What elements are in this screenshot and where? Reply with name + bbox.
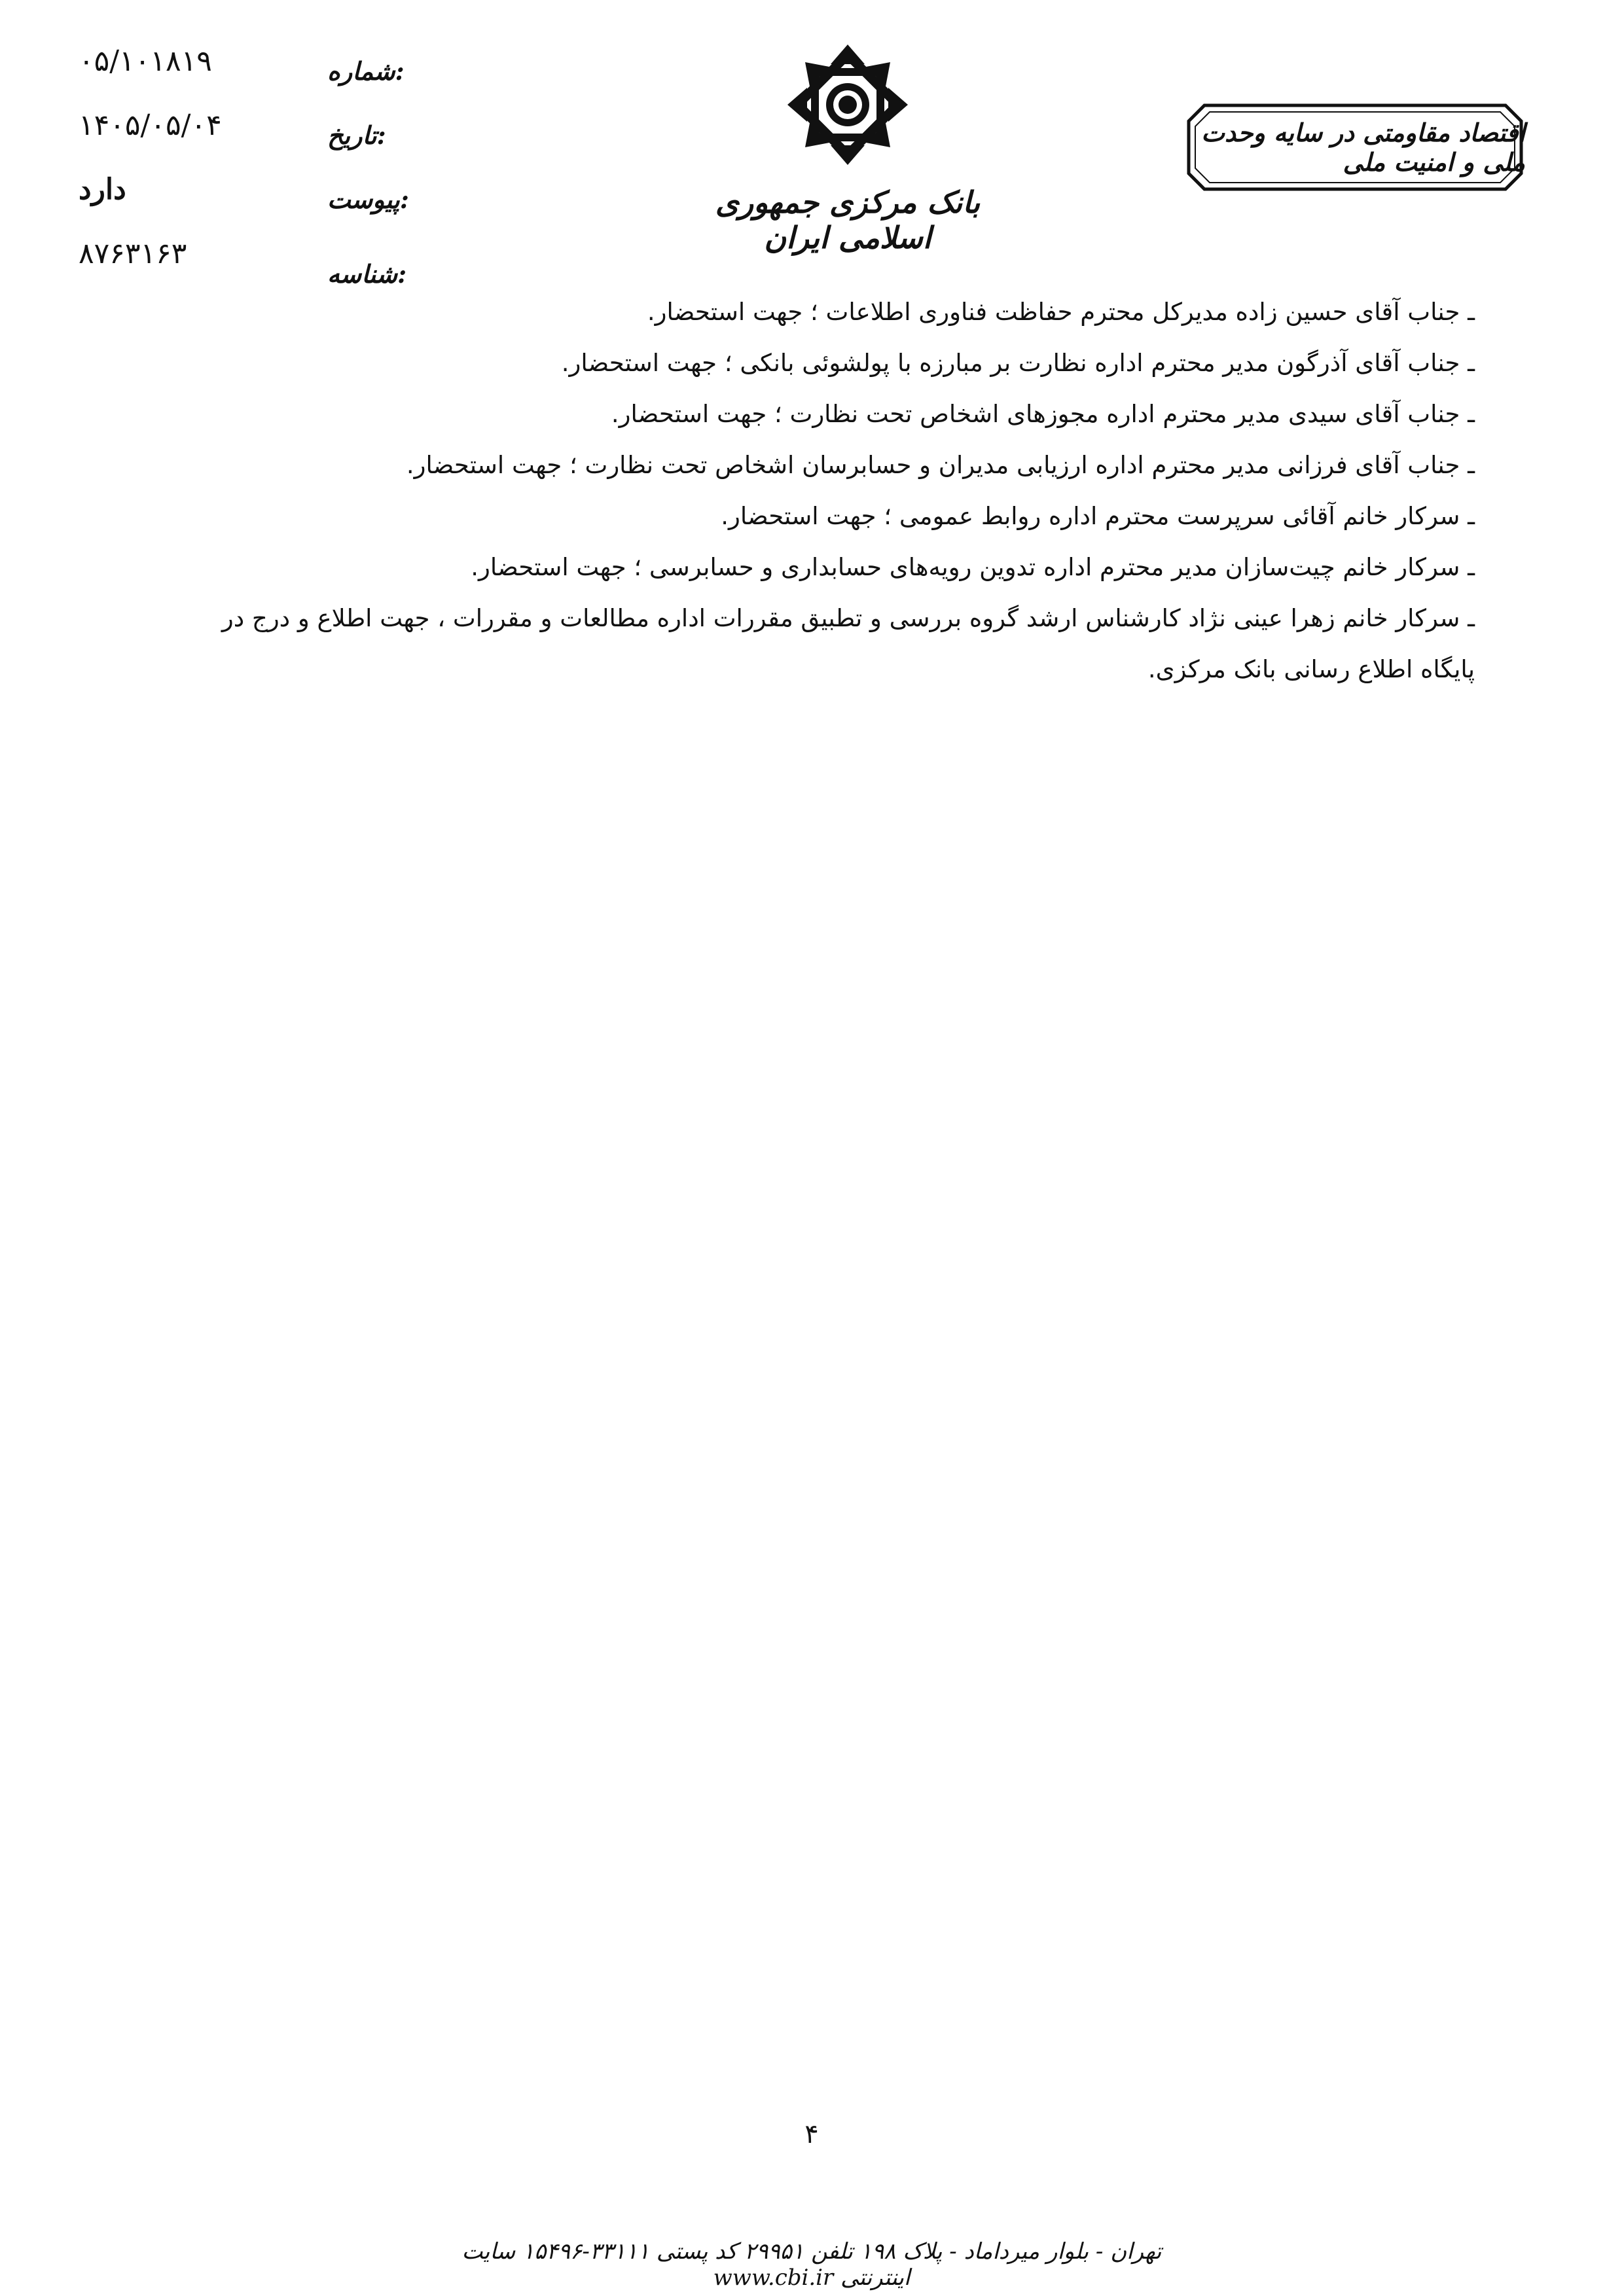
motto-box	[1185, 101, 1525, 193]
central-bank-logo	[710, 39, 985, 255]
footer-address: تهران - بلوار میرداماد - پلاک ۱۹۸ تلفن ۲۹۹۵۱ کد پستی ۳۳۱۱۱-۱۵۴۹۶ سایت اینترنتی www.cbi.ir	[461, 2238, 1162, 2291]
letter-attachment-label: پیوست:	[327, 185, 409, 214]
central-bank-name: بانک مرکزی جمهوری اسلامی ایران	[715, 185, 981, 255]
central-bank-emblem-icon	[782, 39, 913, 170]
recipient-line: ـ جناب آقای آذرگون مدیر محترم اداره نظارت بر مبارزه با پولشوئی بانکی ؛ جهت استحضار.	[561, 349, 1475, 377]
recipient-line: ـ جناب آقای فرزانی مدیر محترم اداره ارزیابی مدیران و حسابرسان اشخاص تحت نظارت ؛ جهت استحضار.	[406, 451, 1475, 479]
letter-id-value: ۸۷۶۳۱۶۳	[79, 237, 187, 270]
meta-row-number	[79, 45, 406, 109]
letter-date-value: ۱۴۰۵/۰۵/۰۴	[79, 109, 222, 142]
letter-attachment-value: دارد	[79, 173, 126, 206]
letter-id-label: شناسه:	[327, 259, 407, 289]
recipient-line: ـ سرکار خانم چیت‌سازان مدیر محترم اداره تدوین رویه‌های حسابداری و حسابرسی ؛ جهت استحضار.	[471, 553, 1475, 581]
recipient-line: ـ جناب آقای حسین زاده مدیرکل محترم حفاظت فناوری اطلاعات ؛ جهت استحضار.	[647, 298, 1475, 326]
meta-row-attachment	[79, 173, 409, 237]
recipient-line: ـ سرکار خانم زهرا عینی نژاد کارشناس ارشد گروه بررسی و تطبیق مقررات اداره مطالعات و مقررات ، جهت اطلاع و درج در پایگاه اطلاع رسانی بانک مرکزی.	[221, 604, 1475, 683]
page-number: ۴	[804, 2119, 819, 2149]
recipient-line: ـ جناب آقای سیدی مدیر محترم اداره مجوزهای اشخاص تحت نظارت ؛ جهت استحضار.	[611, 400, 1475, 428]
recipients-list	[166, 287, 1475, 695]
meta-row-date	[79, 109, 406, 173]
motto-text: اقتصاد مقاومتی در سایه وحدت ملی و امنیت ملی	[1201, 118, 1525, 177]
letter-number-label: شماره:	[327, 56, 405, 86]
letter-number-value: ۰۵/۱۰۱۸۱۹	[79, 45, 212, 78]
letter-meta	[79, 45, 409, 301]
recipient-line: ـ سرکار خانم آقائی سرپرست محترم اداره روابط عمومی ؛ جهت استحضار.	[721, 502, 1475, 530]
letter-date-label: تاریخ:	[327, 120, 386, 150]
